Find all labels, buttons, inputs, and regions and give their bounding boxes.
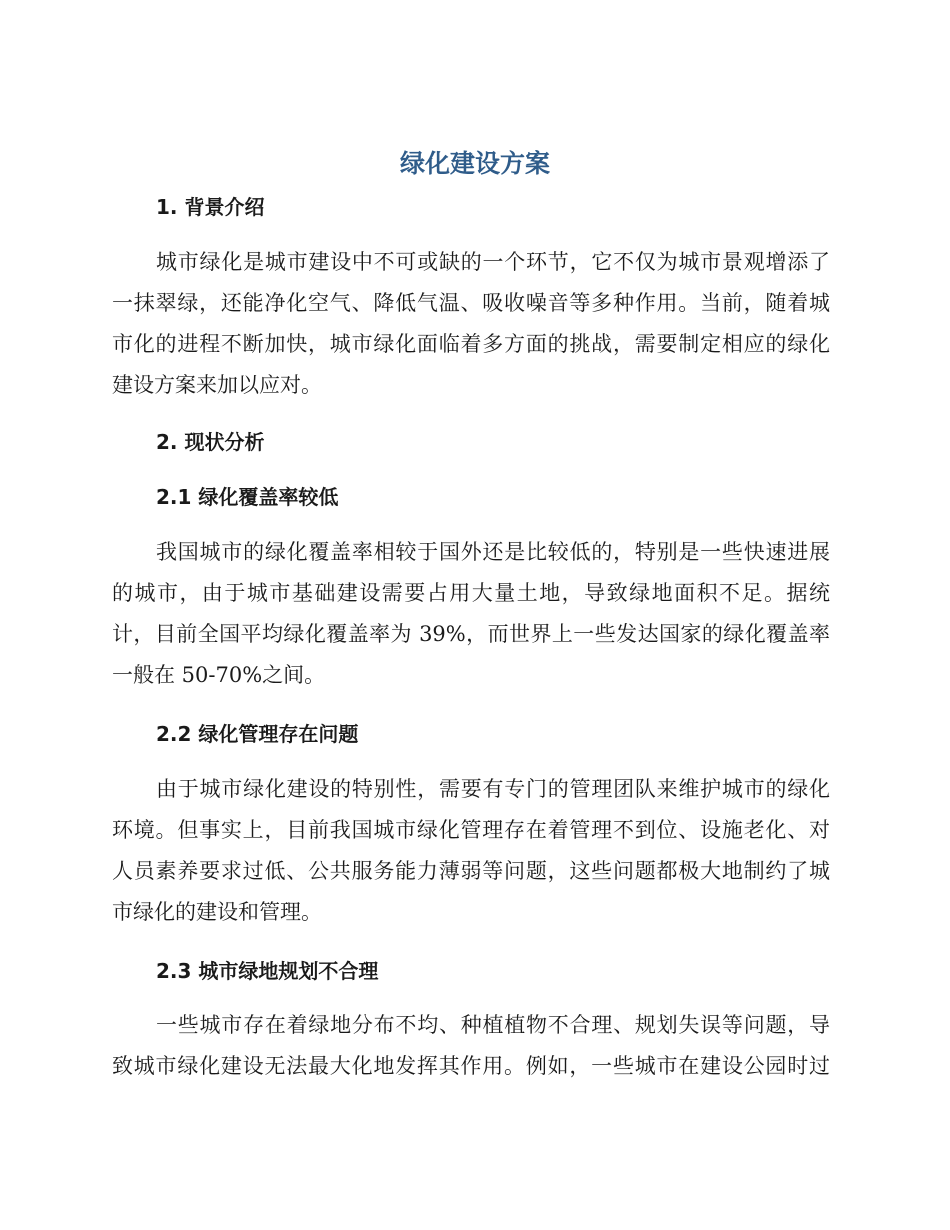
paragraph-line: 市绿化的建设和管理。 — [112, 900, 322, 924]
paragraph-planning — [112, 1005, 830, 1087]
paragraph-line: 市化的进程不断加快，城市绿化面临着多方面的挑战，需要制定相应的绿化 — [112, 332, 830, 356]
paragraph-background — [112, 242, 830, 406]
paragraph-coverage — [112, 532, 830, 696]
subsection-heading-management: 2.2 绿化管理存在问题 — [156, 722, 359, 746]
paragraph-line: 计，目前全国平均绿化覆盖率为 39%，而世界上一些发达国家的绿化覆盖率 — [112, 622, 830, 646]
document-title: 绿化建设方案 — [399, 149, 550, 178]
section-heading-background: 1. 背景介绍 — [156, 195, 265, 219]
subsection-heading-coverage: 2.1 绿化覆盖率较低 — [156, 485, 339, 509]
section-heading-status: 2. 现状分析 — [156, 430, 265, 454]
paragraph-line: 环境。但事实上，目前我国城市绿化管理存在着管理不到位、设施老化、对 — [112, 818, 830, 842]
paragraph-line: 我国城市的绿化覆盖率相较于国外还是比较低的，特别是一些快速进展 — [156, 540, 830, 564]
subsection-heading-planning: 2.3 城市绿地规划不合理 — [156, 959, 379, 983]
paragraph-line: 城市绿化是城市建设中不可或缺的一个环节，它不仅为城市景观增添了 — [156, 250, 830, 274]
paragraph-line: 一抹翠绿，还能净化空气、降低气温、吸收噪音等多种作用。当前，随着城 — [112, 291, 830, 315]
paragraph-line: 建设方案来加以应对。 — [112, 373, 322, 397]
paragraph-line: 一些城市存在着绿地分布不均、种植植物不合理、规划失误等问题，导 — [156, 1013, 830, 1037]
paragraph-line: 致城市绿化建设无法最大化地发挥其作用。例如，一些城市在建设公园时过 — [112, 1054, 830, 1078]
paragraph-line: 一般在 50-70%之间。 — [112, 663, 326, 687]
paragraph-line: 人员素养要求过低、公共服务能力薄弱等问题，这些问题都极大地制约了城 — [112, 859, 830, 883]
paragraph-management — [112, 769, 830, 933]
paragraph-line: 的城市，由于城市基础建设需要占用大量土地，导致绿地面积不足。据统 — [112, 581, 830, 605]
paragraph-line: 由于城市绿化建设的特别性，需要有专门的管理团队来维护城市的绿化 — [156, 777, 830, 801]
